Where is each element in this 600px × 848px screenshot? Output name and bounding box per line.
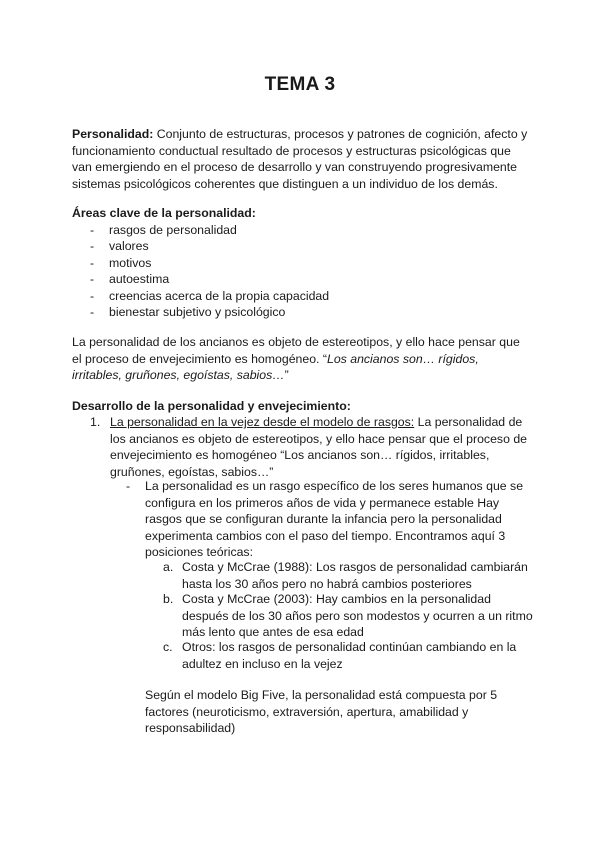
position-text: Otros: los rasgos de personalidad continúan cambiando en la adultez en incluso en la vejez	[182, 640, 517, 671]
definition-term: Personalidad:	[72, 127, 154, 141]
stereotype-text: La personalidad de los ancianos es objeto de estereotipos, y ello hace pensar que el proceso de envejecimiento es homogéneo. “	[72, 335, 520, 366]
position-b	[163, 591, 533, 641]
stereotype-paragraph	[72, 334, 532, 384]
development-heading: Desarrollo de la personalidad y envejecimiento:	[72, 399, 351, 413]
item-text: La personalidad de los ancianos es objeto de estereotipos, y ello hace pensar que el proceso de envejecimiento es homogéneo “Los ancianos son… rígidos, irritables, gruñones, egoístas, sabios…”	[110, 415, 528, 479]
key-areas-list	[72, 222, 532, 321]
item-subtitle: La personalidad en la vejez desde el modelo de rasgos:	[110, 415, 415, 429]
position-marker: b.	[163, 592, 174, 606]
list-item: - autoestima	[72, 271, 532, 288]
position-marker: c.	[163, 640, 173, 654]
list-item: - rasgos de personalidad	[72, 222, 532, 239]
position-text: Costa y McCrae (1988): Los rasgos de personalidad cambiarán hasta los 30 años pero no habrá cambios posteriores	[182, 560, 528, 591]
list-item: - bienestar subjetivo y psicológico	[72, 304, 532, 321]
list-item: - valores	[72, 238, 532, 255]
key-areas-section	[72, 205, 532, 321]
definition-paragraph	[72, 126, 532, 192]
numbered-item-1	[90, 414, 530, 480]
page-title: TEMA 3	[264, 74, 336, 95]
sub-point-text: La personalidad es un rasgo específico de los seres humanos que se configura en los primeros años de vida y permanece estable Hay rasgos que se configuran durante la infancia pero la personalidad experimenta cambios con el paso del tiempo. Encontramos aquí 3 posiciones teóricas:	[145, 479, 524, 559]
position-a	[163, 559, 533, 592]
list-item: - creencias acerca de la propia capacidad	[72, 288, 532, 305]
sub-point-dash: -	[126, 479, 131, 493]
stereotype-quote: Los ancianos son… rígidos, irritables, gruñones, egoístas, sabios…	[72, 351, 479, 382]
list-item: - motivos	[72, 255, 532, 272]
definition-text: Conjunto de estructuras, procesos y patrones de cognición, afecto y funcionamiento conductual resultado de procesos y estructuras psicológicas que van emergiendo en el proceso de desarrollo y van construyendo progresivamente sistemas psicológicos coherentes que distinguen a un individuo de los demás.	[72, 127, 528, 191]
sub-point	[126, 478, 526, 561]
position-marker: a.	[163, 560, 174, 574]
big-five-paragraph: Según el modelo Big Five, la personalidad está compuesta por 5 factores (neuroticismo, extraversión, apertura, amabilidad y responsabilidad)	[145, 688, 498, 735]
position-text: Costa y McCrae (2003): Hay cambios en la personalidad después de los 30 años pero son modestos y ocurren a un ritmo más lento que antes de esa edad	[182, 592, 533, 639]
item-number: 1.	[90, 415, 101, 429]
key-areas-heading: Áreas clave de la personalidad:	[72, 206, 256, 220]
position-c	[163, 639, 533, 672]
stereotype-close: ”	[284, 368, 289, 382]
